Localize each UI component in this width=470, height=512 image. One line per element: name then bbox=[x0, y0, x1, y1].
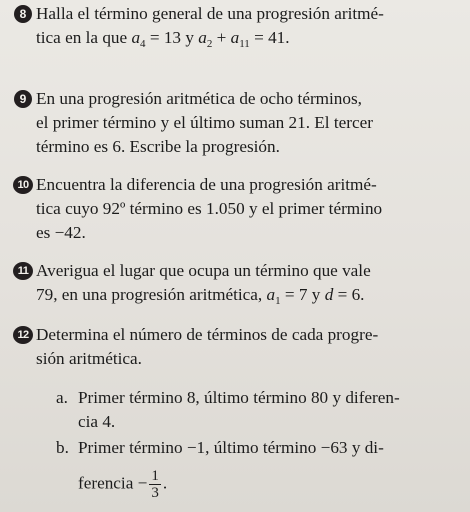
exercise-number-badge: 12 bbox=[13, 326, 33, 344]
exercise-text bbox=[36, 2, 462, 56]
math-subscript: 1 bbox=[275, 295, 281, 307]
exercise-text bbox=[36, 173, 462, 245]
text-line bbox=[36, 26, 462, 56]
math-text: = 41. bbox=[254, 28, 290, 47]
fraction-numerator: 1 bbox=[151, 468, 159, 484]
math-operator: + bbox=[216, 28, 227, 47]
exercise-9 bbox=[14, 87, 462, 159]
exercise-11 bbox=[14, 259, 462, 313]
text-segment: ferencia − bbox=[78, 473, 148, 493]
exercise-text bbox=[36, 323, 462, 371]
text-line bbox=[56, 386, 462, 410]
text-segment: Primer término 8, último término 80 y diferen- bbox=[78, 388, 400, 407]
text-line: es −42. bbox=[36, 223, 86, 242]
exercise-12-item-a bbox=[56, 386, 462, 434]
math-expression bbox=[230, 28, 250, 50]
text-line: sión aritmética. bbox=[36, 349, 142, 368]
math-subscript: 4 bbox=[140, 38, 146, 50]
exercise-number-badge: 10 bbox=[13, 176, 33, 194]
math-symbol: a bbox=[230, 28, 240, 47]
text-line bbox=[36, 283, 462, 313]
text-segment: tica en la que bbox=[36, 28, 128, 47]
math-text: = 13 y bbox=[149, 28, 194, 47]
text-line bbox=[56, 436, 462, 460]
math-text: = 7 y bbox=[284, 285, 321, 304]
text-line: el primer término y el último suman 21. El tercer bbox=[36, 113, 373, 132]
math-symbol: a bbox=[131, 28, 141, 47]
text-segment: Primer término −1, último término −63 y di- bbox=[78, 438, 384, 457]
math-text: = 6. bbox=[337, 285, 365, 304]
math-symbol: a bbox=[198, 28, 207, 47]
fraction bbox=[149, 468, 161, 501]
exercise-12-item-b bbox=[56, 436, 462, 501]
exercise-number-badge: 11 bbox=[13, 262, 33, 280]
text-segment: 79, en una progresión aritmética, bbox=[36, 285, 263, 304]
text-line: Halla el término general de una progresión aritmé- bbox=[36, 4, 384, 23]
exercise-number-badge: 9 bbox=[14, 90, 32, 108]
item-label: a. bbox=[56, 388, 68, 407]
text-line bbox=[56, 468, 462, 501]
math-expression bbox=[266, 285, 281, 307]
item-label: b. bbox=[56, 438, 69, 457]
exercise-8 bbox=[14, 2, 462, 56]
math-subscript: 11 bbox=[239, 38, 250, 50]
math-subscript: 2 bbox=[206, 38, 213, 50]
text-line: Averigua el lugar que ocupa un término que vale bbox=[36, 261, 371, 280]
text-line: Determina el número de términos de cada progre- bbox=[36, 325, 379, 344]
text-line: Encuentra la diferencia de una progresión aritmé- bbox=[36, 175, 377, 194]
math-symbol: d bbox=[324, 285, 334, 304]
exercise-12 bbox=[14, 323, 462, 371]
text-segment: . bbox=[162, 473, 168, 493]
fraction-denominator: 3 bbox=[151, 485, 159, 501]
text-line: En una progresión aritmética de ocho términos, bbox=[36, 89, 362, 108]
text-line: tica cuyo 92º término es 1.050 y el primer término bbox=[36, 199, 383, 218]
exercise-number-badge: 8 bbox=[14, 5, 32, 23]
math-expression bbox=[131, 28, 146, 50]
math-symbol: a bbox=[266, 285, 276, 304]
exercise-text bbox=[36, 87, 462, 159]
text-line: término es 6. Escribe la progresión. bbox=[36, 137, 280, 156]
exercise-text bbox=[36, 259, 462, 313]
math-expression bbox=[198, 28, 213, 50]
exercise-10 bbox=[14, 173, 462, 245]
text-line: cia 4. bbox=[78, 412, 116, 431]
